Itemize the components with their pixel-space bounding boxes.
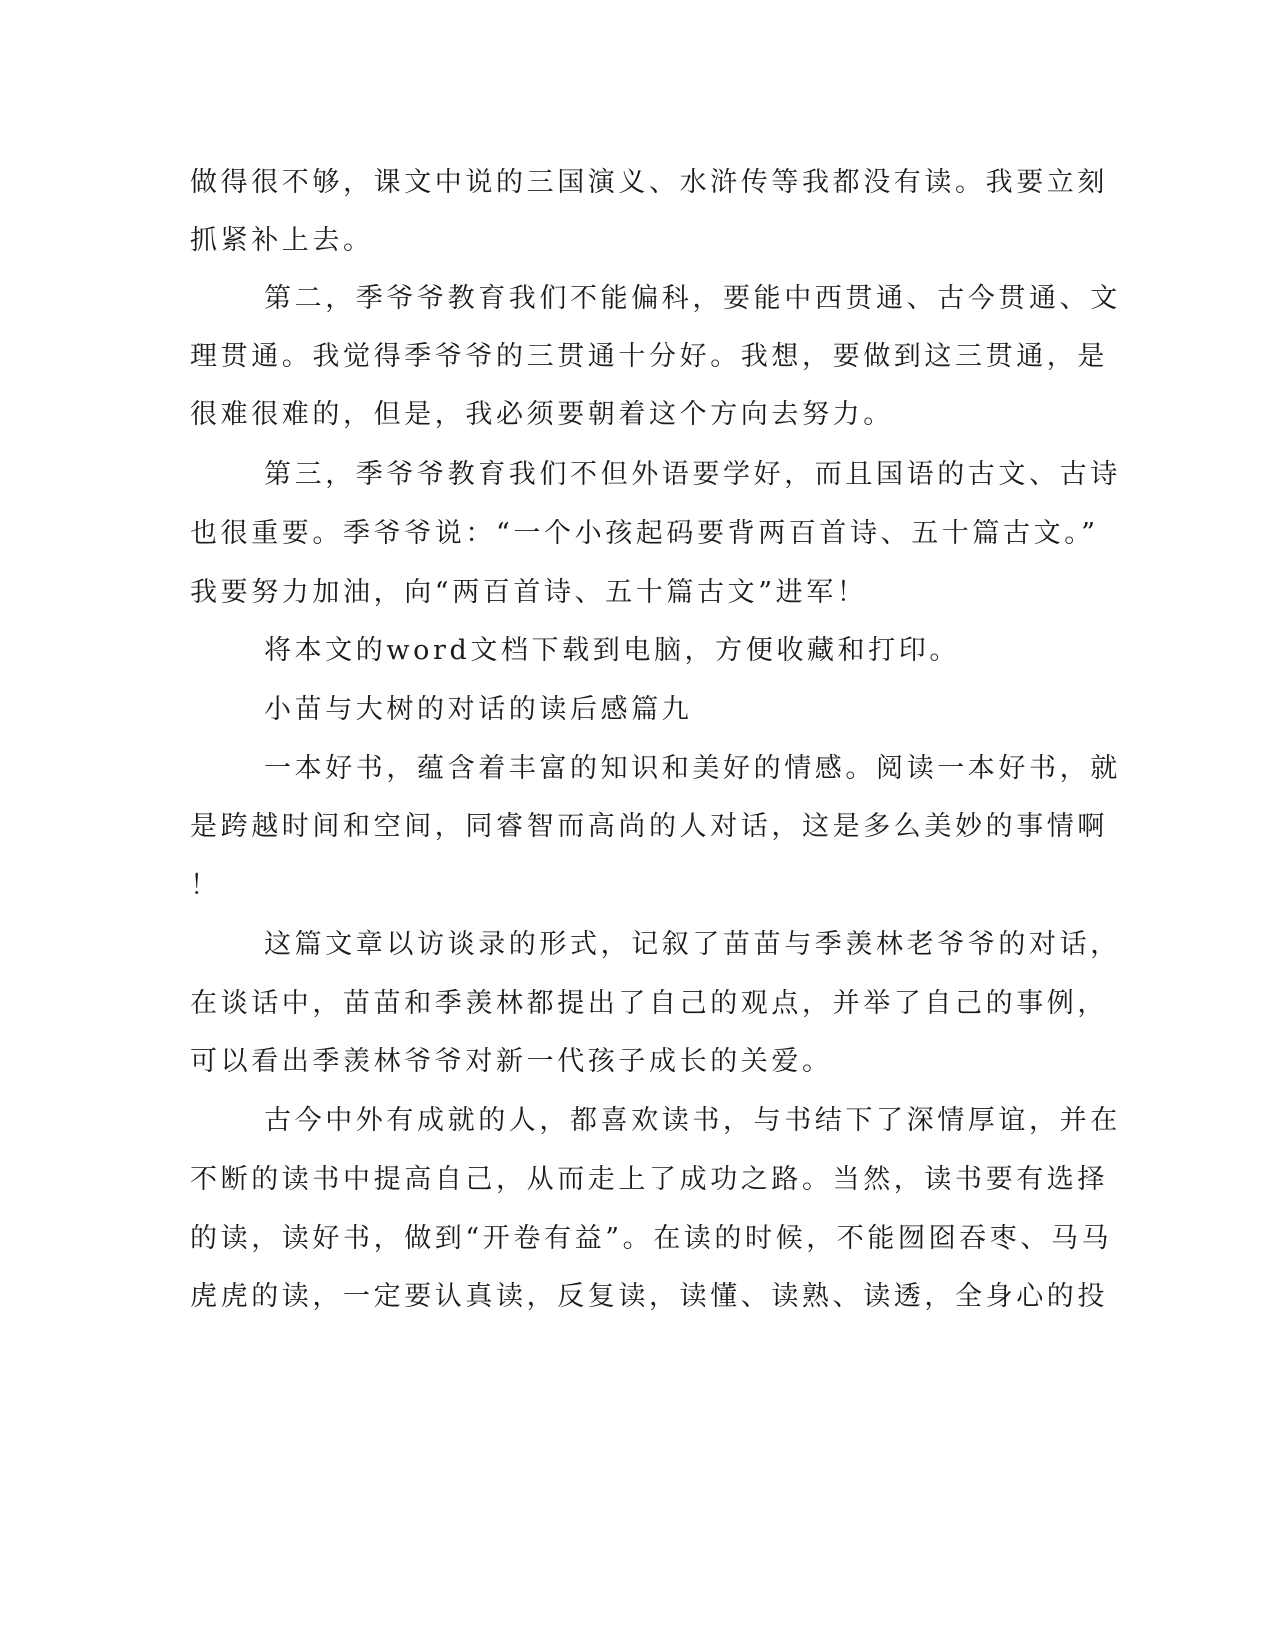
paragraph-start-line: 一本好书，蕴含着丰富的知识和美好的情感。阅读一本好书，就 bbox=[264, 753, 1121, 784]
paragraph-start-line: 古今中外有成就的人，都喜欢读书，与书结下了深情厚谊，并在 bbox=[264, 1105, 1121, 1136]
download-note: 将本文的word文档下载到电脑，方便收藏和打印。 bbox=[264, 635, 960, 666]
paragraph-start-line: 第二，季爷爷教育我们不能偏科，要能中西贯通、古今贯通、文 bbox=[264, 283, 1121, 314]
text-line: 可以看出季羡林爷爷对新一代孩子成长的关爱。 bbox=[190, 1046, 833, 1077]
text-line: 理贯通。我觉得季爷爷的三贯通十分好。我想，要做到这三贯通，是 bbox=[190, 341, 1108, 372]
text-line: 的读，读好书，做到“开卷有益”。在读的时候，不能囫囵吞枣、马马 bbox=[190, 1223, 1113, 1254]
text-line: 虎虎的读，一定要认真读，反复读，读懂、读熟、读透，全身心的投 bbox=[190, 1281, 1108, 1312]
paragraph-start-line: 第三，季爷爷教育我们不但外语要学好，而且国语的古文、古诗 bbox=[264, 459, 1121, 490]
text-line: 在谈话中，苗苗和季羡林都提出了自己的观点，并举了自己的事例， bbox=[190, 988, 1108, 1019]
text-line: 是跨越时间和空间，同睿智而高尚的人对话，这是多么美妙的事情啊 bbox=[190, 811, 1108, 842]
text-line: 抓紧补上去。 bbox=[190, 225, 374, 256]
section-heading: 小苗与大树的对话的读后感篇九 bbox=[264, 694, 693, 725]
paragraph-start-line: 这篇文章以访谈录的形式，记叙了苗苗与季羡林老爷爷的对话， bbox=[264, 929, 1121, 960]
text-line: 做得很不够，课文中说的三国演义、水浒传等我都没有读。我要立刻 bbox=[190, 167, 1108, 198]
text-line: ！ bbox=[190, 870, 221, 901]
text-line: 很难很难的，但是，我必须要朝着这个方向去努力。 bbox=[190, 399, 894, 430]
text-line: 我要努力加油，向“两百首诗、五十篇古文”进军！ bbox=[190, 577, 868, 608]
text-line: 也很重要。季爷爷说：“一个小孩起码要背两百首诗、五十篇古文。” bbox=[190, 518, 1099, 549]
text-line: 不断的读书中提高自己，从而走上了成功之路。当然，读书要有选择 bbox=[190, 1164, 1108, 1195]
